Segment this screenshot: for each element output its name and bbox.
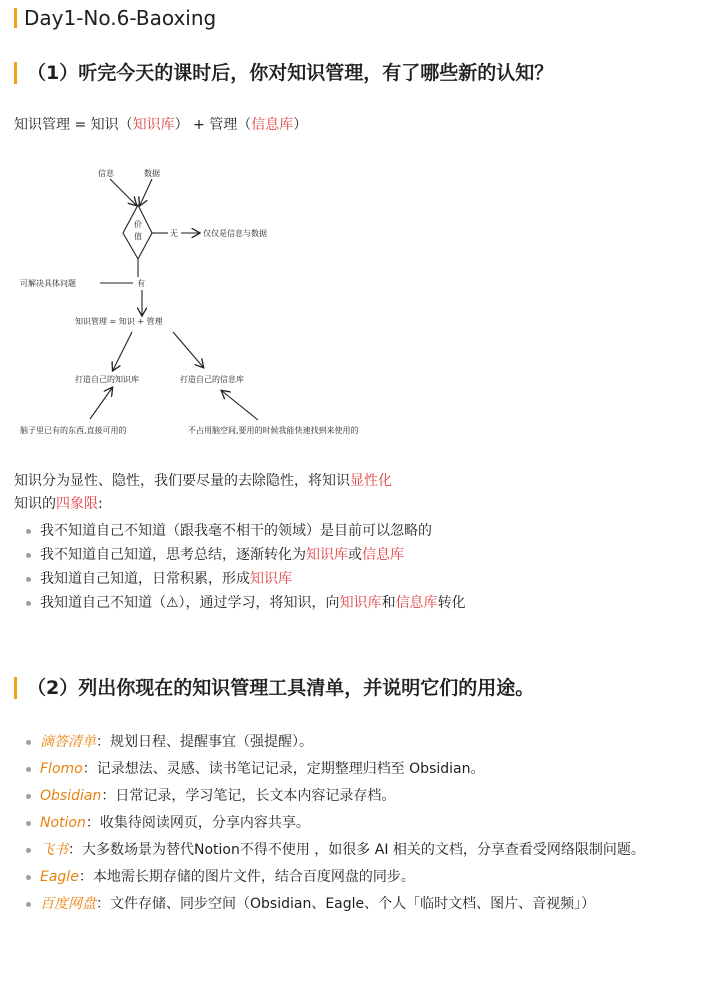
- list-item: [22, 893, 702, 915]
- tool-description: ：大多数场景为替代Notion不得不使用 ，如很多 AI 相关的文档，分享查看受网络限制问题。: [68, 842, 645, 858]
- highlight-knowledge-base: 知识库: [339, 595, 382, 611]
- list-item: [22, 592, 702, 616]
- tool-name: Obsidian: [40, 788, 102, 804]
- highlight-four-quadrants: 四象限: [56, 496, 98, 512]
- highlight-knowledge-base: 知识库: [250, 571, 292, 587]
- bullet-dot: [26, 577, 31, 582]
- paragraph-text: :: [98, 496, 103, 512]
- sketch-no-brain-note: 不占用脑空间,要用的时候我能快速找到来使用的: [188, 426, 359, 435]
- section2-heading: [14, 675, 534, 701]
- list-item-text: 转化: [437, 595, 466, 611]
- highlight-info-base: 信息库: [362, 547, 404, 563]
- formula-text: ）: [293, 117, 308, 133]
- formula-text: ） + 管理（: [174, 117, 252, 133]
- bullet-dot: [26, 740, 31, 745]
- section1-heading: [14, 60, 553, 86]
- tool-name: Eagle: [40, 869, 79, 885]
- bullet-dot: [26, 875, 31, 880]
- bullet-dot: [26, 553, 31, 558]
- tool-description: ：记录想法、灵感、读书笔记记录，定期整理归档至 Obsidian。: [82, 761, 485, 777]
- handwritten-sketch: [0, 155, 709, 450]
- bullet-dot: [26, 902, 31, 907]
- section2-heading-text: （2）列出你现在的知识管理工具清单，并说明它们的用途。: [27, 677, 535, 699]
- highlight-info-base: 信息库: [395, 595, 438, 611]
- quadrant-line: [14, 493, 103, 515]
- bullet-dot: [26, 529, 31, 534]
- tool-name: 百度网盘: [40, 896, 96, 912]
- heading-accent-bar: [14, 62, 17, 84]
- tool-name: 滴答清单: [40, 734, 96, 750]
- sketch-build-knowledge-base: 打造自己的知识库: [75, 375, 139, 384]
- highlight-knowledge-base: 知识库: [306, 547, 348, 563]
- list-item: [22, 812, 702, 834]
- paragraph-text: 知识的: [14, 496, 56, 512]
- bullet-dot: [26, 601, 31, 606]
- bullet-dot: [26, 794, 31, 799]
- tool-description: ：本地需长期存储的图片文件，结合百度网盘的同步。: [78, 869, 415, 885]
- quadrant-list: [22, 520, 702, 616]
- list-item-text: 我知道自己知道，日常积累，形成: [40, 571, 250, 587]
- bullet-dot: [26, 767, 31, 772]
- sketch-data-label: 数据: [144, 169, 160, 178]
- explicit-knowledge-line: [14, 470, 392, 492]
- sketch-build-info-base: 打造自己的信息库: [180, 375, 244, 384]
- sketch-brain-note: 脑子里已有的东西,直接可用的: [20, 426, 127, 435]
- list-item-text: 和: [381, 595, 396, 611]
- heading-accent-bar: [14, 8, 17, 28]
- list-item-text: 或: [348, 547, 362, 563]
- page-title-text: Day1-No.6-Baoxing: [24, 6, 217, 30]
- tool-name: 飞书: [40, 842, 68, 858]
- list-item: [22, 520, 702, 544]
- tool-description: ：日常记录，学习笔记，长文本内容记录存档。: [101, 788, 396, 804]
- bullet-dot: [26, 848, 31, 853]
- paragraph-text: 知识分为显性、隐性，我们要尽量的去除隐性，将知识: [14, 473, 350, 489]
- page-title: [14, 5, 216, 31]
- sketch-formula: 知识管理 = 知识 + 管理: [75, 317, 163, 326]
- list-item: [22, 731, 702, 753]
- bullet-dot: [26, 821, 31, 826]
- list-item-text: 我不知道自己知道，思考总结，逐渐转化为: [40, 547, 306, 563]
- list-item: [22, 568, 702, 592]
- sketch-has-label: 有: [137, 279, 145, 288]
- sketch-none-label: 无: [170, 229, 178, 238]
- tool-description: ：收集待阅读网页，分享内容共享。: [85, 815, 310, 831]
- highlight-explicit: 显性化: [350, 473, 392, 489]
- tool-description: ：文件存储、同步空间（Obsidian、Eagle、个人「临时文档、图片、音视频」）: [96, 896, 596, 912]
- list-item-text: 我不知道自己不知道（跟我毫不相干的领域）是目前可以忽略的: [40, 523, 432, 539]
- tool-name: Flomo: [40, 761, 83, 777]
- sketch-solvable-label: 可解决具体问题: [20, 279, 76, 288]
- highlight-knowledge-base: 知识库: [132, 117, 175, 133]
- list-item: [22, 785, 702, 807]
- sketch-value-char1: 价: [134, 220, 142, 229]
- heading-accent-bar: [14, 677, 17, 699]
- highlight-info-base: 信息库: [251, 117, 294, 133]
- list-item: [22, 866, 702, 888]
- formula-text: 知识管理 = 知识（: [14, 117, 133, 133]
- tools-list: [22, 731, 702, 920]
- tool-name: Notion: [40, 815, 86, 831]
- formula-line: [14, 114, 307, 136]
- sketch-info-label: 信息: [98, 169, 114, 178]
- sketch-only-info: 仅仅是信息与数据: [203, 229, 267, 238]
- list-item: [22, 839, 702, 861]
- list-item-text: 我知道自己不知道（⚠），通过学习，将知识，向: [40, 595, 340, 611]
- sketch-value-char2: 值: [134, 232, 142, 241]
- tool-description: ：规划日程、提醒事宜（强提醒）。: [96, 734, 313, 750]
- section1-heading-text: （1）听完今天的课时后，你对知识管理，有了哪些新的认知？: [27, 62, 554, 84]
- list-item: [22, 758, 702, 780]
- list-item: [22, 544, 702, 568]
